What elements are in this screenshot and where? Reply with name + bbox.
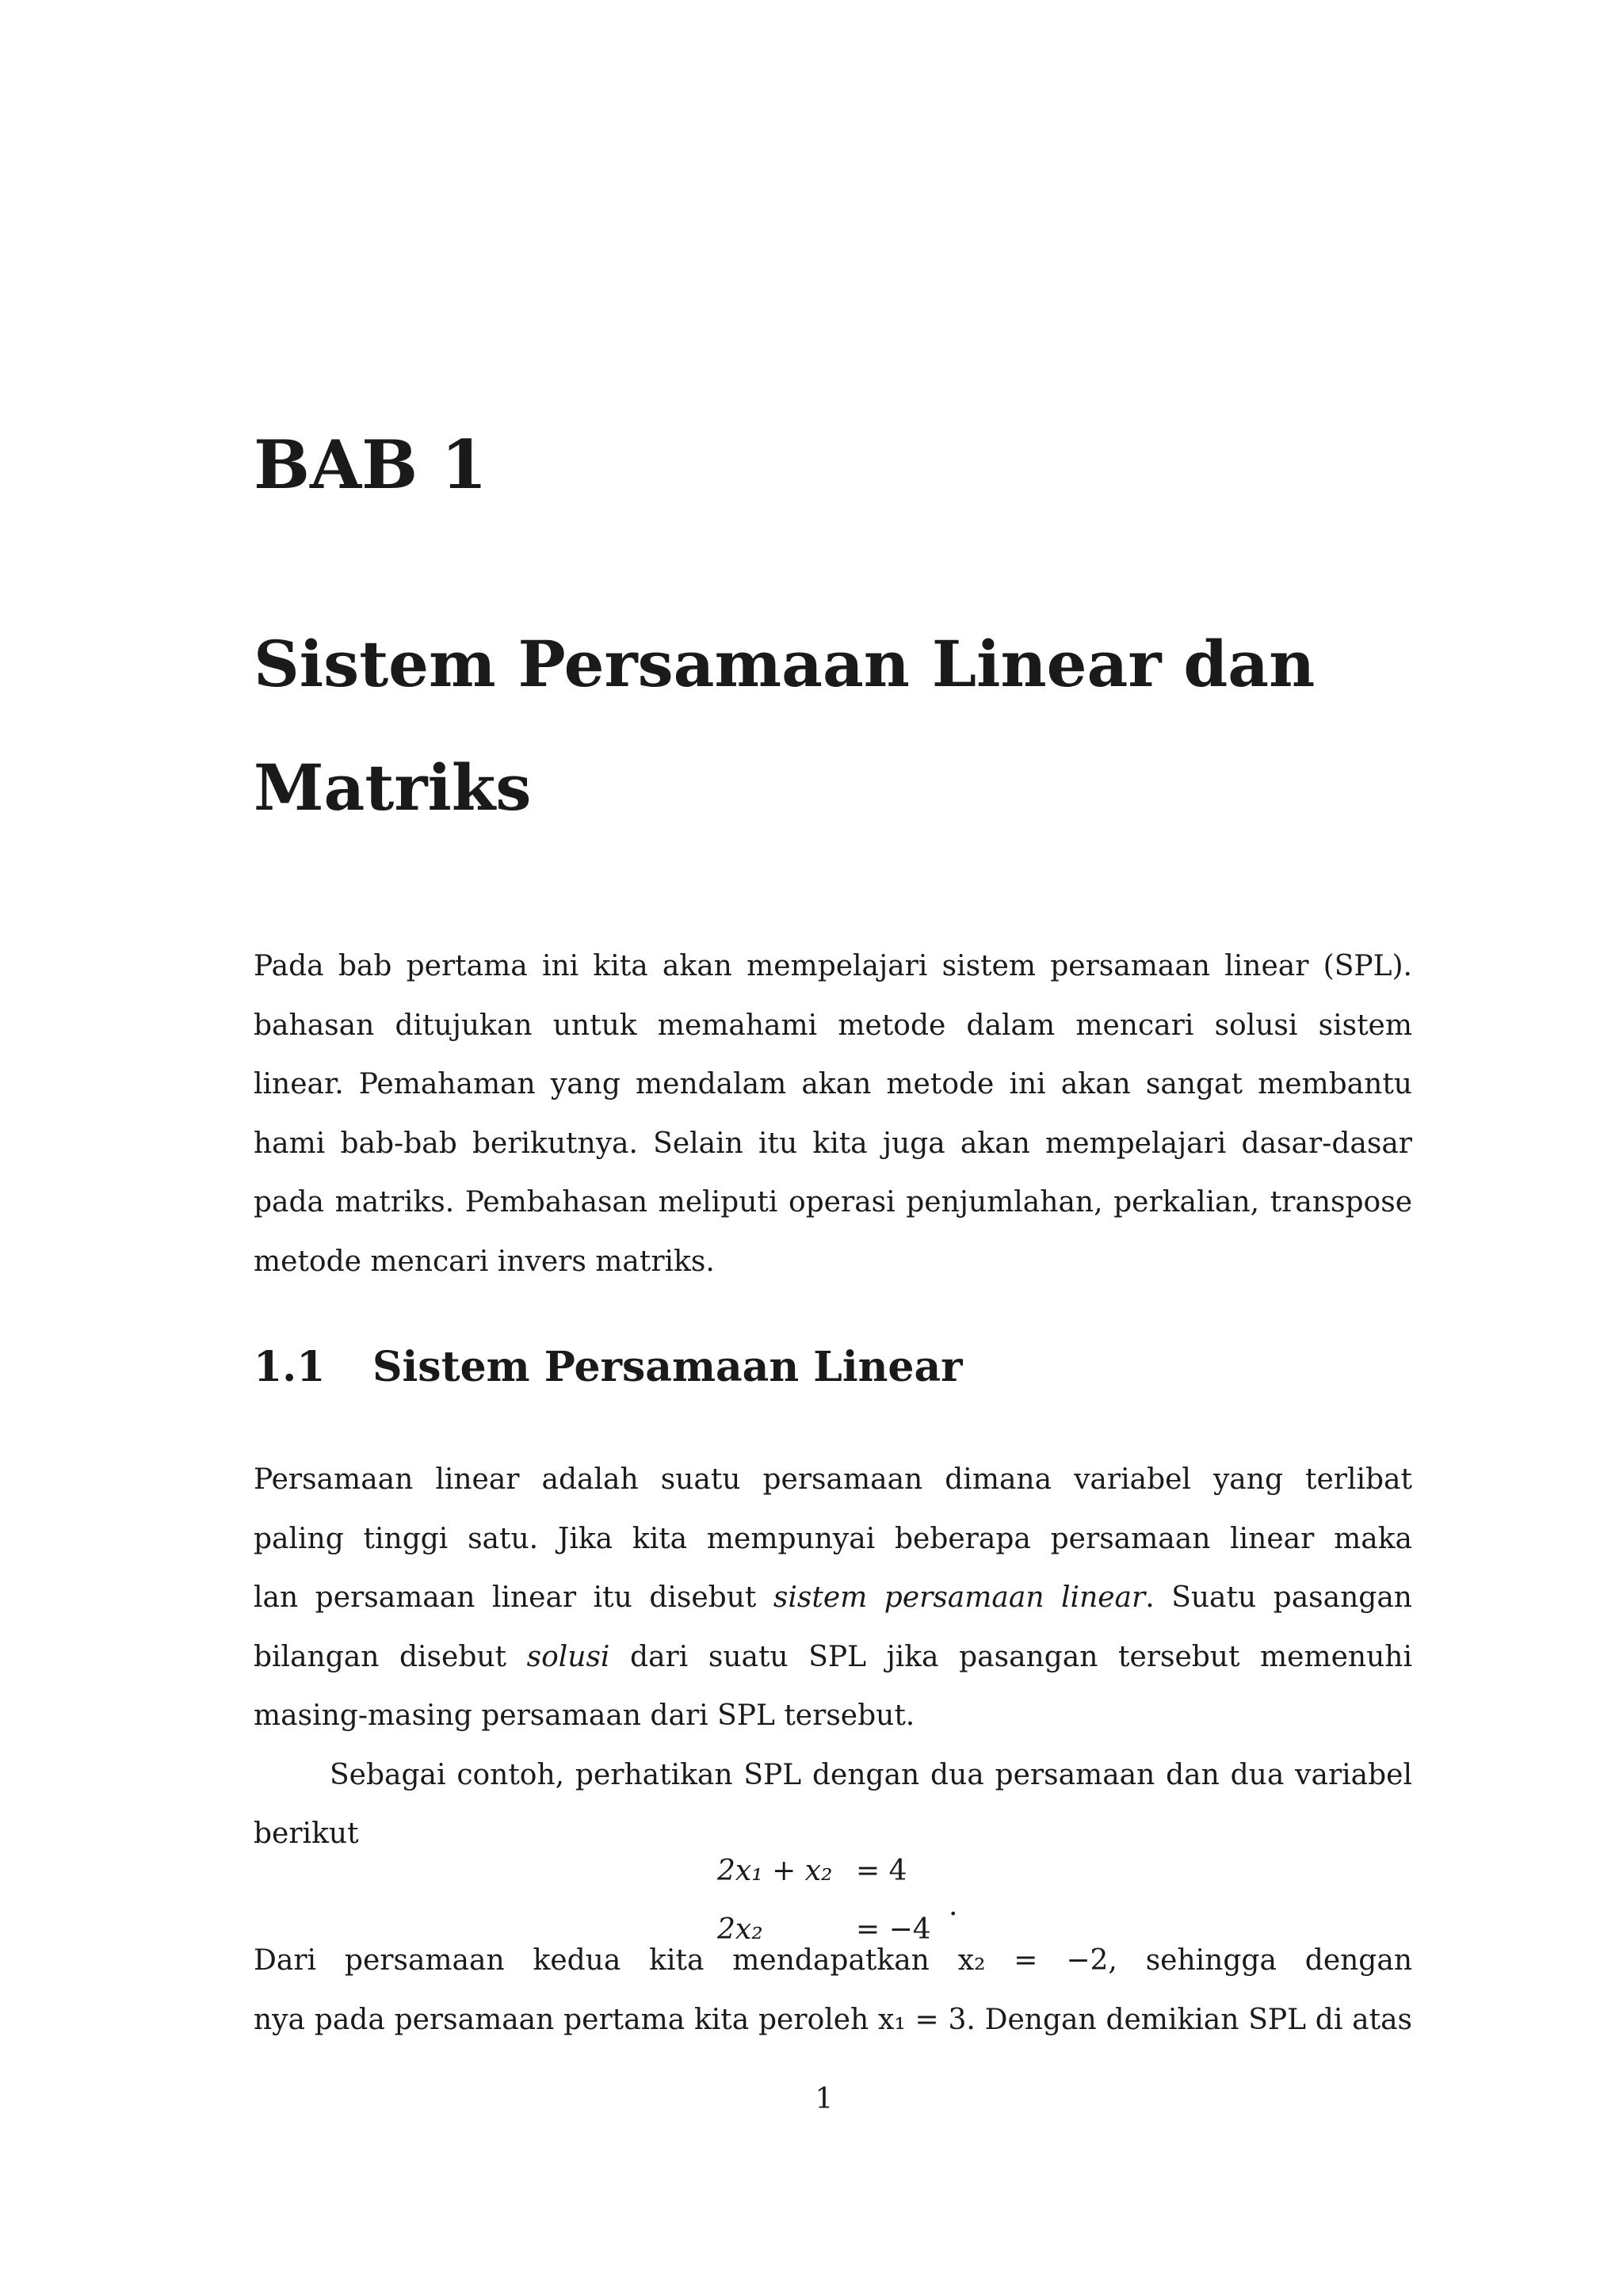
emphasis-term: sistem persamaan linear: [773, 1581, 1146, 1614]
section-number: 1.1: [254, 1343, 326, 1391]
section-title: Sistem Persamaan Linear: [372, 1343, 963, 1391]
section-paragraph: [254, 1451, 1412, 1864]
after-paragraph: [254, 1932, 1412, 2050]
text-line: Persamaan linear adalah suatu persamaan dimana variabel yang terlibat: [254, 1463, 1412, 1496]
equation-rhs: = 4: [856, 1855, 907, 1887]
text-run: lan persamaan linear itu disebut: [254, 1581, 773, 1614]
text-line: Dari persamaan kedua kita mendapatkan x₂ = −2, sehingga dengan: [254, 1944, 1412, 1977]
text-line: pada matriks. Pembahasan meliputi operasi penjumlahan, perkalian, transpose: [254, 1186, 1412, 1219]
text-line: [254, 1569, 1412, 1628]
text-line: Pada bab pertama ini kita akan mempelajari sistem persamaan linear (SPL).: [254, 950, 1412, 982]
equation-period: .: [949, 1890, 958, 1922]
text-line: nya pada persamaan pertama kita peroleh x₁ = 3. Dengan demikian SPL di atas: [254, 2003, 1412, 2036]
text-line: bahasan ditujukan untuk memahami metode dalam mencari solusi sistem: [254, 1009, 1412, 1042]
text-run: . Suatu pasangan: [1145, 1581, 1412, 1614]
text-run: bilangan disebut: [254, 1640, 527, 1673]
text-line: metode mencari invers matriks.: [254, 1245, 715, 1278]
chapter-title: [254, 602, 1442, 849]
equation-lhs: 2x₁ + x₂: [717, 1855, 833, 1887]
text-run: dari suatu SPL jika pasangan tersebut memenuhi: [630, 1640, 1412, 1673]
chapter-title-line: Sistem Persamaan Linear dan: [254, 627, 1316, 701]
equation-rhs: = −4: [856, 1913, 931, 1946]
text-line: masing-masing persamaan dari SPL tersebut.: [254, 1699, 915, 1732]
text-line: [254, 1628, 1412, 1688]
equation-row: [717, 1842, 931, 1901]
section-heading: [254, 1343, 963, 1391]
text-line: paling tinggi satu. Jika kita mempunyai beberapa persamaan linear maka: [254, 1522, 1412, 1555]
text-line: linear. Pemahaman yang mendalam akan metode ini akan sangat membantu: [254, 1068, 1412, 1100]
chapter-title-line: Matriks: [254, 750, 532, 825]
emphasis-term: solusi: [526, 1640, 610, 1673]
equation-lhs: 2x₂: [717, 1913, 763, 1946]
text-line: Sebagai contoh, perhatikan SPL dengan dua persamaan dan dua variabel: [330, 1758, 1412, 1791]
text-line: hami bab-bab berikutnya. Selain itu kita juga akan mempelajari dasar-dasar: [254, 1127, 1412, 1160]
intro-paragraph: [254, 937, 1412, 1291]
text-line: berikut: [254, 1817, 359, 1850]
chapter-label: BAB 1: [254, 425, 487, 504]
page-number: 1: [815, 2083, 834, 2115]
